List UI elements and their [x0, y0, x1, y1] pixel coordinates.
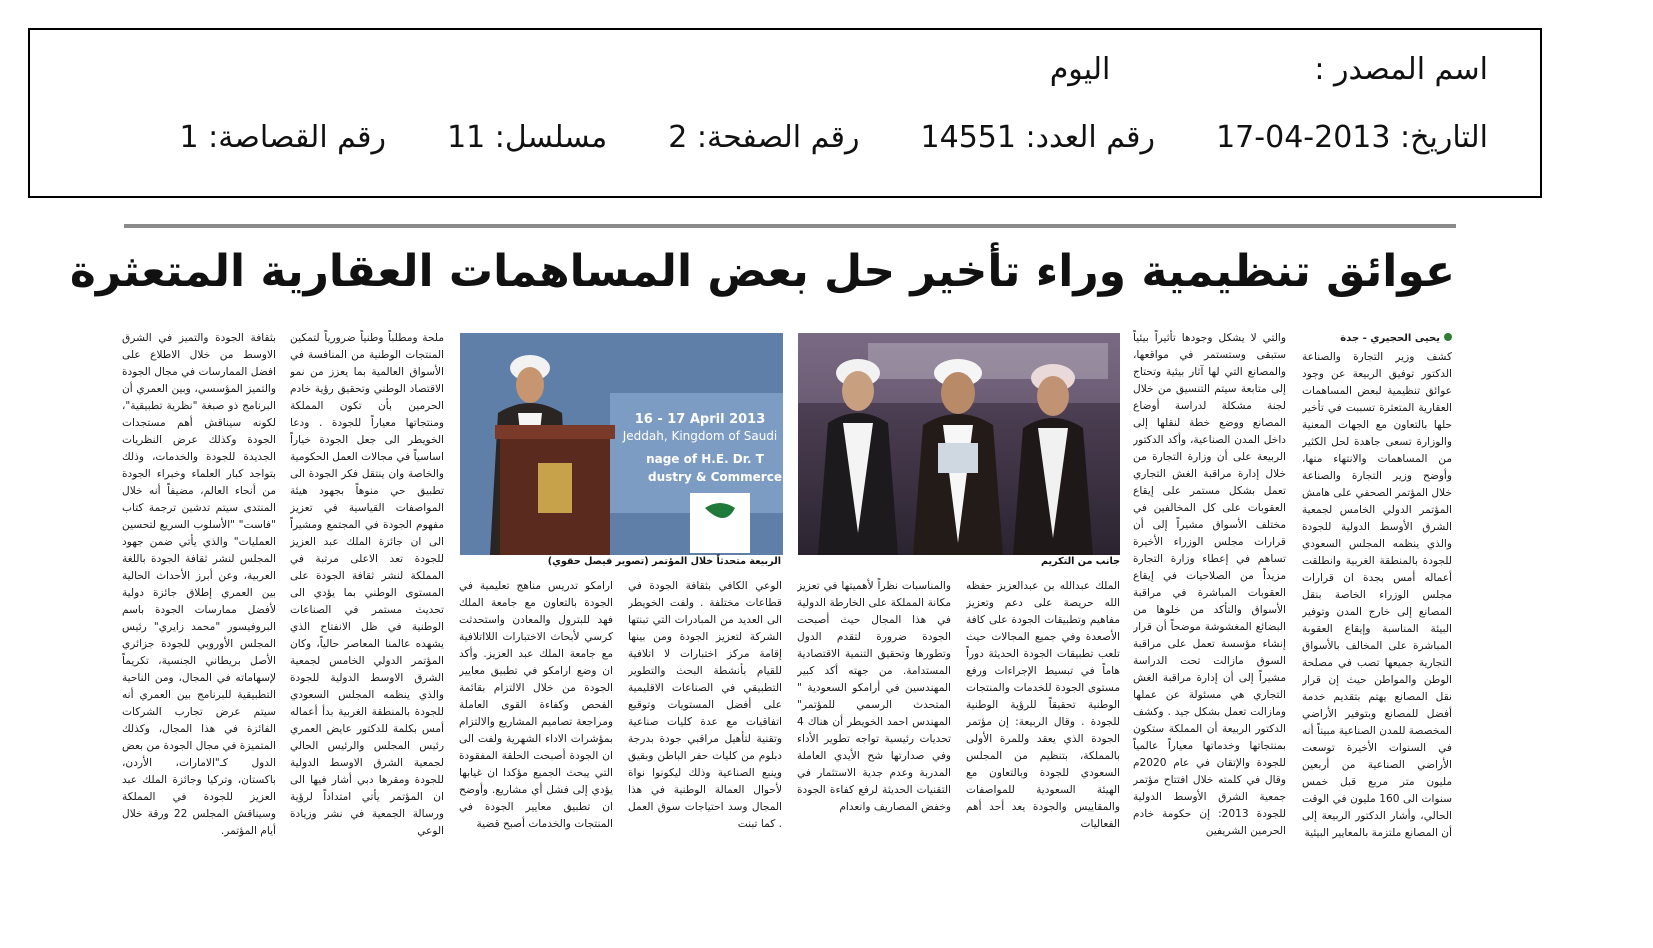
source-info-box [28, 28, 1542, 198]
serial-field: مسلسل: 11 [447, 120, 608, 155]
column-text: ملحة ومطلباً وطنياً ضرورياً لتمكين المنتجات الوطنية من المنافسة في الأسواق العالمية بما يعزز من نمو الاقتصاد الوطني وتحقيق رؤية خادم الحرمين بأن تكون المملكة ومنتجاتها معياراً للجودة . ودعا الخويطر الى جعل الجودة خياراً اساسياً في مجالات العمل الحكومية والخاصة وان ينتقل فكر الجودة الى تطبيق حي منوهاً بجهود هيئة المواصفات القياسية في تعزيز مفهوم الجودة في المجتمع ومشيراً الى ان جائزة الملك عبد العزيز للجودة تعد الاعلى مرتبة في المملكة لنشر ثقافة الجودة على المستوى الوطني بما يؤدي الى تحديث مستمر في الصناعات الوطنية في ظل الانفتاح الذي يشهده عالمنا المعاصر حالياً، وكان المؤتمر الدولي الخامس لجمعية الشرق الاوسط الدولية للجودة والذي ينظمه المجلس السعودي للجودة بالمنطقة الغربية بدأ أعماله أمس بكلمة للدكتور عايض العمري رئيس المجلس والرئيس الحالي لجمعية الشرق الاوسط الدولية للجودة ومقرها دبي أشار فيها الى ان المؤتمر يأتي امتداداً لرؤية ورسالة الجمعية في نشر وزيادة الوعي [290, 332, 444, 837]
banner-city: Jeddah, Kingdom of Saudi [622, 429, 778, 443]
bullet-icon [1444, 333, 1452, 341]
banner-patronage: nage of H.E. Dr. T [646, 452, 764, 466]
issue-field: رقم العدد: 14551 [920, 120, 1155, 155]
source-line [1050, 52, 1488, 87]
meta-line [180, 120, 1488, 155]
column-text: بثقافة الجودة والتميز في الشرق الاوسط من خلال الاطلاع على افضل الممارسات في مجال الجودة والتميز المؤسسي، وبين العمري أن البرنامج ذو صبغة "نظرية تطبيقية"، لكونه سيناقش أهم مستجدات الجودة وكذلك عرض النظريات الجديدة للجودة والخدمات، وذلك بتواجد كبار العلماء وخبراء الجودة من أنحاء العالم، مضيفاً أنه خلال المنتدى سيتم تدشين ترجمة كتاب "فاست" "الأسلوب السريع لتحسين العمليات" والذي يأتي ضمن جهود المجلس لنشر ثقافة الجودة باللغة العربية، وعن أبرز الأحداث الحالية بين العمري إطلاق جائزة دولية لأفضل ممارسات الجودة باسم البروفيسور "محمد زايري" رئيس المجلس الأوروبي للجودة جزائري الأصل بريطاني الجنسية، تكريماً لإسهاماته في المجال، ومن الناحية التطبيقية للبرنامج بين العمري أنه سيتم عرض تجارب الشركات الفائزة في هذا المجال، وكذلك المتميزة في مجال الجودة من بعض الدول كـ"الامارات، الأردن، باكستان، وتركيا وجائزة الملك عبد العزيز للجودة في المملكة وسيناقش المجلس 22 ورقة خلال أيام المؤتمر. [122, 332, 276, 837]
photo-illustration [798, 333, 1120, 555]
column-text: والمناسبات نظراً لأهميتها في تعزيز مكانة المملكة على الخارطة الدولية في هذا المجال حيث أصبحت الجودة ضرورة لتقدم الدول وتطورها وتحقيق التنمية الاقتصادية المستدامة. من جهته أكد كبير المهندسين في أرامكو السعودية " المتحدث الرسمي للمؤتمر" المهندس احمد الخويطر أن هناك 4 تحديات رئيسية تواجه تطوير الأداء وفي صدارتها شح الأيدي العاملة المدربة وعدم جدية الاستثمار في التقنيات الحديثة لرفع كفاءة الجودة وخفض المصاريف وانعدام [797, 580, 951, 813]
photo1-caption: جانب من التكريم [1040, 556, 1120, 567]
award-ceremony-photo [798, 333, 1120, 555]
clip-field: رقم القصاصة: 1 [179, 120, 386, 155]
divider-rule [124, 224, 1456, 228]
article-column-3 [966, 578, 1120, 878]
byline-text: يحيى الحجيري - جدة [1340, 333, 1440, 344]
column-text: كشف وزير التجارة والصناعة الدكتور توفيق الربيعة عن وجود عوائق تنظيمية لبعض المساهمات العقارية المتعثرة تسببت في تأخير حلها بالتعاون مع الجهات المعنية والوزارة تسعى جاهدة لحل الكثير من المساهمات والانتهاء منها، وأوضح وزير التجارة والصناعة خلال المؤتمر الصحفي على هامش المؤتمر الدولي الخامس لجمعية الشرق الأوسط الدولية للجودة والذي ينظمه المجلس السعودي للجودة بالمنطقة الغربية وانطلقت أعماله أمس بجدة ان قرارات مجلس الوزراء الخاصة بنقل المصانع إلى خارج المدن وتوفير البيئة المناسبة وإيقاع العقوبة المباشرة على المخالف بالأسواق التجارية جميعها تصب في مصلحة الوطن والمواطن حيث إن قرار نقل المصانع يهتم بتقديم خدمة أفضل للمصانع وبتوفير الأراضي المخصصة للمدن الصناعية مبيناً أنه في السنوات الأخيرة توسعت الأراضي الصناعية من أربعين مليون متر مربع قبل خمس سنوات الى 160 مليون في الوقت الحالي، وأشار الدكتور الربيعة إلى أن المصانع ملتزمة بالمعايير البيئية [1302, 351, 1452, 839]
article-column-5 [628, 578, 782, 878]
article-column-8 [122, 330, 276, 840]
photo2-caption: الربيعة متحدثاً خلال المؤتمر (تصوير فيصل حقوي) [547, 556, 781, 567]
article-column-2 [1133, 330, 1286, 840]
photo-illustration [460, 333, 783, 555]
page-field: رقم الصفحة: 2 [668, 120, 860, 155]
byline [1302, 330, 1452, 347]
article-headline: عوائق تنظيمية وراء تأخير حل بعض المساهمات العقارية المتعثرة [69, 246, 1455, 297]
date-field: التاريخ: 2013-04-17 [1216, 120, 1488, 155]
article-column-6 [459, 578, 613, 878]
column-text: الملك عبدالله بن عبدالعزيز حفظه الله حريصة على دعم وتعزيز مفاهيم وتطبيقات الجودة على كافة الأصعدة وفي جميع المجالات حيث تلعب تطبيقات الجودة الحديثة دوراً هاماً في تبسيط الإجراءات ورفع مستوى الجودة للخدمات والمنتجات الوطنية تحقيقاً للرؤية الوطنية للجودة . وقال الربيعة: إن مؤتمر الجودة الذي يعقد وللمرة الأولى بالمملكة، بتنظيم من المجلس السعودي للجودة وبالتعاون مع الهيئة السعودية للمواصفات والمقاييس والجودة يعد أحد أهم الفعاليات [966, 580, 1120, 830]
column-text: ارامكو تدريس مناهج تعليمية في الجودة بالتعاون مع جامعة الملك فهد للبترول والمعادن واستحدثت كرسي لأبحاث الاختبارات اللااتلافية مع جامعة الملك عبد العزيز. وأكد ان وضع ارامكو في تطبيق معايير الجودة من خلال الالتزام بقائمة الفحص وكفاءة القوى العاملة ومراجعة تصاميم المشاريع والالتزام بمؤشرات الاداء الشهرية ولفت الى ان الجودة أصبحت الحلقة المفقودة التي يبحث الجميع مؤكدا ان غيابها يؤدي إلى فشل أي مشاريع. وأوضح ان تطبيق معايير الجودة في المنتجات والخدمات أصبح قضية [459, 580, 613, 830]
banner-ministry: dustry & Commerce [648, 470, 782, 484]
source-label: اسم المصدر : [1314, 52, 1488, 87]
source-value: اليوم [1049, 52, 1111, 87]
article-column-4 [797, 578, 951, 878]
article-column-7 [290, 330, 444, 840]
speaker-podium-photo [460, 333, 783, 555]
column-text: والتي لا يشكل وجودها تأثيراً بيئياً ستبقى وستستمر في مواقعها، والمصانع التي لها آثار بيئية وتحتاج إلى متابعة سيتم التنسيق من خلال لجنة مشكلة لدراسة أوضاع المصانع ووضع خطة لنقلها إلى داخل المدن الصناعية، وأكد الدكتور الربيعة على أن وزارة التجارة من خلال إدارة مراقبة الغش التجاري تعمل بشكل مستمر على إيقاع العقوبات على كل المخالفين في مختلف الأسواق مشيراً إلى أن قرارات مجلس الوزراء الأخيرة تساهم في إعطاء وزارة التجارة مزيداً من الصلاحيات في إيقاع العقوبات المباشرة في مراقبة الأسواق والتأكد من خلوها من البضائع المغشوشة موضحاً أن قرار إنشاء مؤسسة تعمل على مراقبة السوق مازالت تحت الدراسة مشيراً إلى أن إدارة مراقبة الغش التجاري هي مسئولة عن عملها ومازالت تعمل بشكل جيد . وكشف الدكتور الربيعة أن المملكة ستكون بمنتجاتها وخدماتها معياراً عالمياً للجودة والإتقان في عام 2020م وقال في كلمته خلال افتتاح مؤتمر جمعية الشرق الأوسط الدولية للجودة 2013: إن حكومة خادم الحرمين الشريفين [1133, 332, 1286, 837]
banner-dates: 16 - 17 April 2013 [634, 412, 766, 427]
article-column-1 [1302, 330, 1452, 840]
column-text: الوعي الكافي بثقافة الجودة في قطاعات مختلفة . ولفت الخويطر الى العديد من المبادرات التي تبنتها الشركة لتعزيز الجودة ومن بينها إقامة مركز اختبارات لا اتلافية للقيام بأنشطة البحث والتطوير التطبيقي في الصناعات الاقليمية على أفضل المستويات وتوقيع اتفاقيات مع عدة كليات صناعية وتقنية لتأهيل مراقبي جودة بدرجة دبلوم من كليات حفر الباطن وبقيق وينبع الصناعية وذلك ليكونوا نواة لأحوال العمالة الوطنية في هذا المجال وسد احتياجات سوق العمل . كما تبنت [628, 580, 782, 830]
